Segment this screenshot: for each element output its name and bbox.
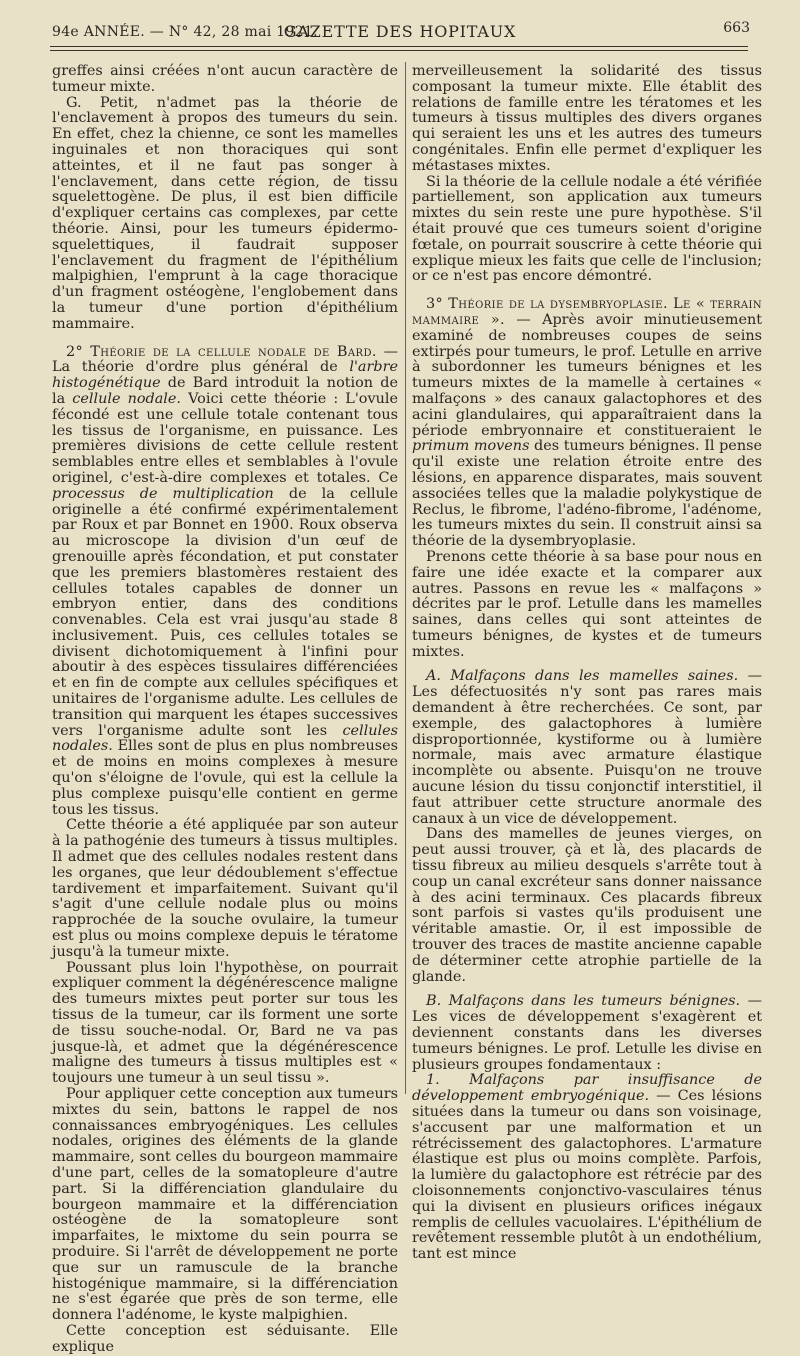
section-3-dysembryoplasie xyxy=(412,297,762,550)
text-run: de la cellule originelle a été confirmé expérimentalement par Roux et par Bonnet en 1900. Roux observa au microscope la division d'un œuf de grenouille après fécondation, et put constater que les premiers blastomères restaient des cellules totales capables de donner un embryon entier, dans des conditions convenables. Cela est vrai jusqu'au stade 8 inclusivement. Puis, ces cellules totales se divisent dichotomiquement à l'infini pour aboutir à des espèces tissulaires différenciées et en fin de compte aux cellules spécifiques et unitaires de l'organisme adulte. Les cellules de transition qui marquent les étapes successives vers l'organisme adulte sont les xyxy=(52,485,398,739)
left-paragraph-7: Cette conception est séduisante. Elle explique xyxy=(52,1322,398,1355)
text-run: Voici cette théorie : L'ovule fécondé est une cellule totale contenant tous les tissus de l'organisme, en puissance. Les premières divisions de cette cellule restent semblables entre elles et semblables à l'ovule originel, c'est-à-dire complexes et totales. Ce xyxy=(52,390,398,486)
right-paragraph-6: Dans des mamelles de jeunes vierges, on peut aussi trouver, çà et là, des placards de tissu fibreux au milieu desquels s'arrête tout à coup un canal excréteur sans donner naissance à des acini terminaux. Ces placards fibreux sont parfois si vastes qu'ils produisent une véritable amastie. Or, il est impossible de trouver des traces de mastite ancienne capable de déterminer cette atrophie partielle de la glande. xyxy=(412,826,762,985)
left-paragraph-6: Pour appliquer cette conception aux tumeurs mixtes du sein, battons le rappel de nos connaissances embryogéniques. Les cellules nodales, origines des éléments de la glande mammaire, sont celles du bourgeon mammaire d'une part, celles de la somatopleure d'autre part. Si la différenciation glandulaire du bourgeon mammaire et la différenciation ostéogène de la somatopleure sont imparfaites, le mixtome du sein pourra se produire. Si l'arrêt de développement ne porte que sur un ramuscule de la branche histogénique mammaire, si la différenciation ne s'est égarée que près de son terme, elle donnera l'adénome, le kyste malpighien. xyxy=(52,1086,398,1324)
issue-line: 94e ANNÉE. — N° 42, 28 mai 1921. xyxy=(52,24,318,40)
page-number: 663 xyxy=(723,20,750,36)
left-column xyxy=(52,64,398,1356)
left-paragraph-5: Poussant plus loin l'hypothèse, on pourrait expliquer comment la dégénérescence maligne des tumeurs mixtes peut porter sur tous les tissus de la tumeur, car ils forment une sorte de tissu souche-nodal. Or, Bard ne va pas jusque-là, et admet que la dégénérescence maligne des tumeurs à tissus multiples est « toujours une tumeur à un seul tissu ». xyxy=(52,959,398,1087)
right-column xyxy=(412,64,762,1263)
left-paragraph-2: G. Petit, n'admet pas la théorie de l'enclavement à propos des tumeurs du sein. En effet, chez la chienne, ce sont les mamelles inguinales et non thoraciques qui sont atteintes, et il ne faut pas songer à l'enclavement, dans cette région, de tissu squelettogène. De plus, il est bien difficile d'expliquer certains cas complexes, par cette théorie. Ainsi, pour les tumeurs épidermo-squelettiques, il faudrait supposer l'enclavement du fragment de l'épithélium malpighien, l'emprunt à la cage thoracique d'un fragment ostéogène, l'englobement dans la tumeur d'une portion d'épithélium mammaire. xyxy=(52,94,398,332)
subsection-heading: A. Malfaçons dans les mamelles saines. xyxy=(426,668,739,685)
emphasis: processus de multiplication xyxy=(52,485,274,502)
subsection-b-1 xyxy=(412,1073,762,1263)
left-paragraph-4: Cette théorie a été appliquée par son auteur à la pathogénie des tumeurs à tissus multiples. Il admet que des cellules nodales restent dans les organes, que leur dédoublement s'effectue tardivement et imparfaitement. Suivant qu'il s'agit d'une cellule nodale plus ou moins rapprochée de la souche ovulaire, la tumeur est plus ou moins complexe depuis le tératome jusqu'à la tumeur mixte. xyxy=(52,817,398,960)
text-run: — Les défectuosités n'y sont pas rares mais demandent à être recherchées. Ce sont, par exemple, des galactophores à lumière disproportionnée, kystiforme ou à lumière normale, mais avec armature élastique incomplète ou absente. Puisqu'on ne trouve aucune lésion du tissu conjonctif interstitiel, il faut attribuer cette structure anormale des canaux à un vice de développement. xyxy=(412,668,762,827)
text-run: des tumeurs bénignes. Il pense qu'il existe une relation étroite entre des lésions, en apparence disparates, mais souvent associées telles que la maladie polykystique de Reclus, le fibrome, l'adéno-fibrome, l'adénome, les tumeurs mixtes du sein. Il construit ainsi sa théorie de la dysembryoplasie. xyxy=(412,438,762,550)
emphasis: cellules nodales. xyxy=(52,722,398,755)
header-rule-thin xyxy=(50,50,748,51)
emphasis: l'arbre histogénétique xyxy=(52,359,398,392)
right-paragraph-2: Si la théorie de la cellule nodale a été vérifiée partiellement, son application aux tumeurs mixtes du sein reste une pure hypothèse. S'il était prouvé que ces tumeurs soient d'origine fœtale, on pourrait souscrire à cette théorie qui explique mieux les faits que celle de l'inclusion; or ce n'est pas encore démontré. xyxy=(412,173,762,285)
right-paragraph-1: merveilleusement la solidarité des tissus composant la tumeur mixte. Elle établit des relations de famille entre les tératomes et les tumeurs à tissus multiples des divers organes qui seraient les uns et les autres des tumeurs congénitales. Enfin elle permet d'expliquer les métastases mixtes. xyxy=(412,63,762,174)
page-header xyxy=(0,0,800,60)
text-run: — Ces lésions situées dans la tumeur ou dans son voisinage, s'accusent par une malformation et un rétrécissement des galactophores. L'armature élastique est plus ou moins complète. Parfois, la lumière du galactophore est rétrécie par des cloisonnements conjonctivo-vasculaires ténus qui la divisent en plusieurs orifices inégaux remplis de cellules vacuolaires. L'épithélium de revêtement ressemble plutôt à un endothélium, tant est mince xyxy=(412,1088,762,1263)
header-rule-thick xyxy=(50,46,748,47)
section-heading: 3° Théorie de la dysembryoplasie. Le « terrain mammaire ». xyxy=(412,296,762,328)
text-run: — Après avoir minutieusement examiné de nombreuses coupes de seins extirpés pour tumeurs, le prof. Letulle en arrive à subordonner les tumeurs bénignes et les tumeurs mixtes de la mamelle à certaines « malfaçons » des canaux galactophores et des acini glandulaires, qui apparaîtraient dans la période embryonnaire et constitueraient le xyxy=(412,311,763,439)
text-run: — La théorie d'ordre plus général de xyxy=(52,343,398,376)
section-2-bard xyxy=(52,345,398,819)
section-heading: 2° Théorie de la cellule nodale de Bard. xyxy=(66,343,377,360)
subsection-heading: B. Malfaçons dans les tumeurs bénignes. xyxy=(426,993,741,1010)
journal-title: GAZETTE DES HOPITAUX xyxy=(283,22,517,41)
text-run: Elles sont de plus en plus nombreuses et de moins en moins complexes à mesure qu'on s'éloigne de l'ovule, qui est la cellule la plus complexe puisqu'elle contient en germe tous les tissus. xyxy=(52,738,398,818)
column-divider xyxy=(405,62,406,1094)
subsection-b xyxy=(412,994,762,1073)
text-run: — Les vices de développement s'exagèrent et deviennent constants dans les diverses tumeurs bénignes. Le prof. Letulle les divise en plusieurs groupes fondamentaux : xyxy=(412,993,762,1073)
subsection-heading: 1. Malfaçons par insuffisance de développement embryogénique. xyxy=(412,1072,762,1105)
left-paragraph-1: greffes ainsi créées n'ont aucun caractère de tumeur mixte. xyxy=(52,63,398,95)
emphasis: primum movens xyxy=(412,438,530,455)
emphasis: cellule nodale. xyxy=(72,390,181,407)
subsection-a xyxy=(412,669,762,827)
right-paragraph-4: Prenons cette théorie à sa base pour nous en faire une idée exacte et la comparer aux autres. Passons en revue les « malfaçons » décrites par le prof. Letulle dans les mamelles saines, dans celles qui sont atteintes de tumeurs bénignes, de kystes et de tumeurs mixtes. xyxy=(412,548,762,660)
text-run: de Bard introduit la notion de la xyxy=(52,375,398,407)
